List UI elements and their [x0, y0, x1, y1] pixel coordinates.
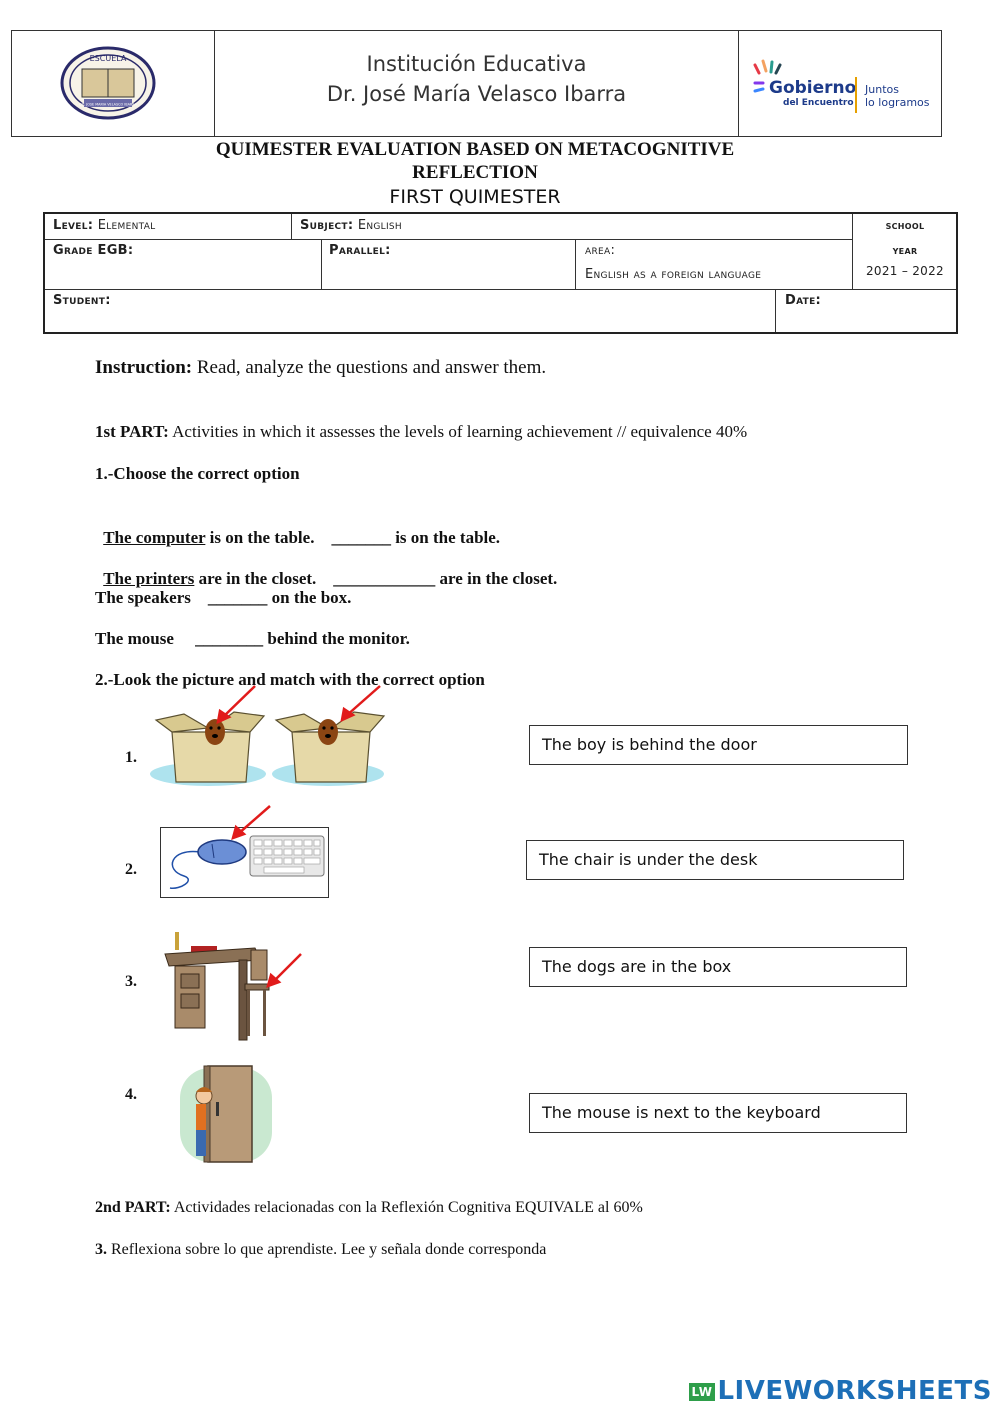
liveworksheets-mark-icon: LW [689, 1383, 716, 1401]
q1-sentence-3[interactable]: The speakers _______ on the box. [95, 588, 352, 607]
q1-sentence-1[interactable]: The computer is on the table. _______ is on the table. [103, 528, 501, 547]
area-label: area: [585, 243, 616, 258]
svg-text:lo logramos: lo logramos [865, 96, 930, 109]
q2-number-1: 1. [125, 749, 137, 766]
institution-line-1: Institución Educativa [366, 52, 587, 76]
level-field: Level: Elemental [53, 218, 156, 233]
svg-text:Gobierno: Gobierno [769, 78, 857, 98]
q1-sentence-4[interactable]: The mouse ________ behind the monitor. [95, 629, 410, 648]
part1-heading: 1st PART: Activities in which it assesses the levels of learning achievement // equivalence 40% [95, 422, 748, 441]
title-quimester: FIRST QUIMESTER [389, 186, 561, 208]
mouse-keyboard-picture [160, 800, 332, 900]
year-label: year [892, 243, 918, 257]
institution-line-2: Dr. José María Velasco Ibarra [326, 82, 627, 106]
match-option-3[interactable]: The dogs are in the box [529, 947, 907, 987]
school-logo-cell [12, 31, 215, 136]
title-line-1: QUIMESTER EVALUATION BASED ON METACOGNITIVE [215, 139, 735, 160]
svg-text:ESCUELA: ESCUELA [89, 54, 127, 63]
svg-text:DR. JOSE MARIA VELASCO IBARRA: DR. JOSE MARIA VELASCO IBARRA [79, 102, 137, 107]
grade-field[interactable]: Grade EGB: [53, 243, 134, 258]
area-value: English as a foreign language [585, 267, 762, 282]
date-field[interactable]: Date: [785, 293, 822, 308]
liveworksheets-logo[interactable]: LW LIVEWORKSHEETS [689, 1376, 993, 1406]
q1-sentence-2[interactable]: The printers are in the closet. ____________ are in the closet. [103, 569, 558, 588]
title-line-2: REFLECTION [412, 162, 538, 183]
q3-instruction: 3. Reflexiona sobre lo que aprendiste. Lee y señala donde corresponda [95, 1241, 547, 1258]
q2-number-2: 2. [125, 861, 137, 878]
student-field[interactable]: Student: [53, 293, 111, 308]
government-logo-cell [738, 31, 941, 136]
school-seal-logo [12, 31, 215, 136]
boy-door-picture [178, 1062, 278, 1166]
parallel-field[interactable]: Parallel: [329, 243, 391, 258]
school-year-label: school [885, 218, 925, 232]
header-table [11, 30, 942, 137]
school-year-value: 2021 – 2022 [865, 264, 944, 278]
institution-name [215, 49, 738, 109]
match-option-2[interactable]: The chair is under the desk [526, 840, 904, 880]
match-option-4[interactable]: The mouse is next to the keyboard [529, 1093, 907, 1133]
svg-text:Juntos: Juntos [865, 83, 899, 96]
student-info-table [43, 212, 958, 334]
q2-title: 2.-Look the picture and match with the correct option [95, 670, 485, 689]
q1-title: 1.-Choose the correct option [95, 464, 300, 483]
q2-number-4: 4. [125, 1086, 137, 1103]
red-arrow-icon [268, 954, 301, 986]
svg-text:del Encuentro: del Encuentro [783, 98, 854, 108]
government-logo [739, 31, 942, 136]
q2-number-3: 3. [125, 973, 137, 990]
subject-field: Subject: English [300, 218, 402, 233]
dogs-in-boxes-picture [150, 680, 390, 792]
instruction: Instruction: Read, analyze the questions and answer them. [95, 357, 547, 378]
desk-chair-picture [155, 928, 305, 1046]
part2-heading: 2nd PART: Actividades relacionadas con la Reflexión Cognitiva EQUIVALE al 60% [95, 1199, 643, 1216]
match-option-1[interactable]: The boy is behind the door [529, 725, 908, 765]
